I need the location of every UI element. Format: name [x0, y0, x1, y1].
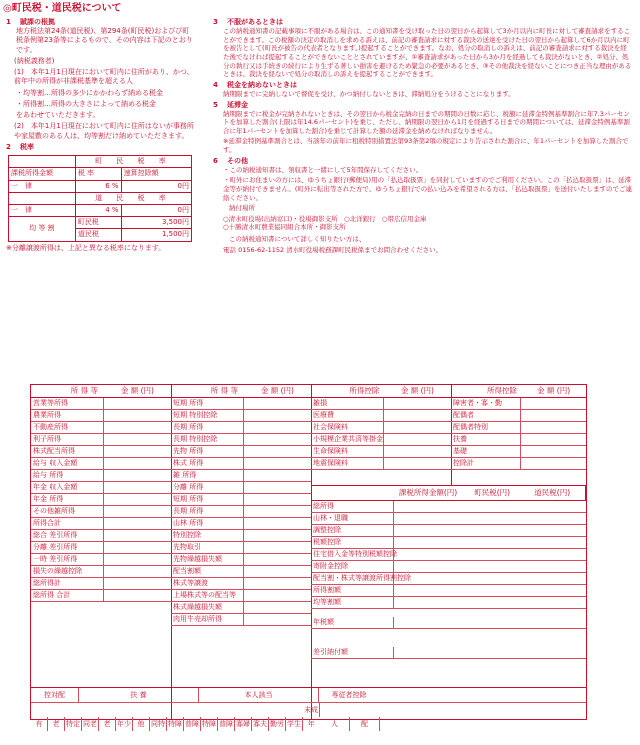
deduction-2-label: 配偶者特別	[451, 422, 521, 433]
deduction-label: 地震保険料	[311, 458, 384, 469]
income-row	[31, 470, 171, 482]
per-capita-pref-value: 1,500円	[121, 229, 191, 241]
income-rows	[31, 398, 171, 602]
footer-cell: 普障	[184, 717, 201, 731]
form-column-separate	[171, 385, 312, 719]
tax-calc-label: 住宅借入金等特別税額控除	[313, 550, 397, 558]
income-row	[31, 434, 171, 446]
payment-places: ○清水町役場(出納窓口)・役場御影支所 ○北洋銀行 ○帯広信用金庫 ○十勝清水町農業協同組合本所・御影支所	[223, 214, 427, 232]
separate-label: 短期 特別控除	[171, 410, 244, 421]
income-row	[31, 458, 171, 470]
separate-label: 短期 所得	[171, 494, 244, 505]
separate-row	[171, 410, 311, 422]
separate-row	[171, 482, 311, 494]
income-row	[31, 590, 171, 602]
footer-cell: 学生	[286, 717, 303, 731]
net-payment-label: 差引納付額	[311, 647, 394, 658]
income-label: 年金 所得	[31, 494, 104, 505]
tax-calc-row	[311, 501, 586, 513]
income-label: 株式配当所得	[31, 446, 104, 457]
per-capita-label: 均 等 割	[9, 217, 76, 241]
deduction-2-row	[451, 446, 586, 458]
footer-cell: 特障	[167, 717, 184, 731]
tax-calc-label: 寄附金控除	[311, 561, 394, 572]
form-column-deduction	[311, 385, 452, 485]
payment-places-heading: 納付場所	[229, 204, 255, 213]
deduction-2-label: 障害者・寡・勤	[451, 398, 521, 409]
deduction-2-row	[451, 398, 586, 410]
footer-cell: 寡婦	[235, 717, 252, 731]
income-row	[31, 530, 171, 542]
income-label: 損失の繰越控除	[31, 566, 104, 577]
income-label: 給与 収入金額	[31, 458, 104, 469]
tax-form	[30, 384, 587, 728]
deduction-2-row	[451, 422, 586, 434]
header-deduction-2: 所得控除	[486, 386, 517, 395]
income-row	[31, 578, 171, 590]
footer-cell: 老	[48, 717, 65, 731]
column-taxable-income: 課税所得金額	[9, 168, 76, 180]
income-row	[31, 566, 171, 578]
deduction-2-row	[451, 458, 586, 470]
separate-row	[171, 458, 311, 470]
deduction-2-label: 扶養	[451, 434, 521, 445]
self-applicable-header: 本人該当	[199, 688, 319, 702]
footer-cell: 特定	[65, 717, 82, 731]
separate-label: 山林 所得	[171, 518, 244, 529]
income-row	[31, 410, 171, 422]
separate-rows	[171, 398, 311, 626]
section-5-heading: 5 延滞金	[213, 100, 248, 109]
family-employee-header: 専従者控除	[331, 691, 367, 699]
separate-label: 短期 所得	[171, 398, 244, 409]
per-capita-town-label: 町民税	[75, 217, 121, 229]
income-row	[31, 554, 171, 566]
column-deduction: 速算控除額	[121, 168, 191, 180]
header-separate-amount: 金 額 (円)	[260, 386, 294, 395]
annual-tax-label: 年税額	[311, 617, 394, 628]
pref-flat-label: 一 律	[9, 204, 76, 216]
footer-cell: 寡夫	[252, 717, 269, 731]
pref-tax-rate-header: 道 民 税 率	[75, 192, 191, 204]
deduction-2-label: 基礎	[451, 446, 521, 457]
footer-cells	[31, 703, 586, 731]
pref-rate-value: 4 %	[75, 204, 121, 216]
income-label: 利子所得	[31, 434, 104, 445]
income-label: 営業等所得	[31, 398, 104, 409]
header-deduction-2-amount: 金 額 (円)	[537, 386, 571, 395]
footer-cell: 普障	[218, 717, 235, 731]
footer-count: 人	[320, 717, 350, 731]
income-label: 所得合計	[31, 518, 104, 529]
income-row	[31, 506, 171, 518]
deduction-2-label: 配偶者	[451, 410, 521, 421]
deduction-row	[311, 410, 451, 422]
town-tax-rate-header: 町 民 税 率	[75, 156, 191, 168]
tax-rate-table	[8, 155, 192, 242]
section-3-text: この納税通知書の記載事項に不服がある場合は、この通知書を受け取った日の翌日から起算して3か月以内に町長に対して審査請求をすることができます。この税額の決定の取消しを求める訴えは、前記の審査請求に対する裁決の送達を受けた日の翌日から起算して6か月以内に町を被告として(町長が被告の代表者となります。)提起することができます。なお、処分の取消しの訴えは、前記の審査請求に対する裁決を経た後でなければ提起することができないこととされていますが、①審査請求があった日から3か月を経過しても裁決がないとき、②処分、処分の執行又は手続きの続行により生ずる著しい損害を避けるため緊急の必要があるとき、③その他裁決を経ないことにつき正当な理由があるときは、裁決を経ないで処分の取消しの訴えを提起することができます。	[223, 27, 632, 79]
footer-cell: 勤労	[269, 717, 286, 731]
clause-2: (2) 本年1月1日現在において町内に住所はないが事務所や家屋敷のある人は、均等割だけ納めていただきます。	[14, 122, 194, 140]
tax-calc-row	[311, 585, 586, 597]
tax-calc-label: 所得割額	[311, 585, 394, 596]
section-6-bullet-1: ・この納税通知書は、領収書と一緒にして5年間保存してください。	[223, 165, 423, 174]
tax-calc-label: 調整控除	[311, 525, 394, 536]
header-deduction-amount: 金 額 (円)	[400, 386, 434, 395]
separate-label: 特別控除	[171, 530, 244, 541]
deduction-2-label: 控除計	[451, 458, 521, 469]
header-pref-tax: 道民税(円)	[534, 488, 571, 497]
left-column	[6, 16, 196, 253]
right-column	[213, 16, 633, 256]
income-row	[31, 494, 171, 506]
tax-calc-row	[311, 549, 586, 561]
per-capita-pref-label: 道民税	[75, 229, 121, 241]
income-row	[31, 482, 171, 494]
per-capita-town-value: 3,500円	[121, 217, 191, 229]
separate-label: 株式繰越損失額	[171, 602, 244, 613]
town-deduction-value: 0円	[121, 180, 191, 192]
tax-calc-label: 配当割・株式等譲渡所得割控除	[313, 574, 411, 582]
income-label: 総所得 合計	[31, 590, 104, 601]
separate-row	[171, 494, 311, 506]
header-amount: 金 額 (円)	[120, 386, 154, 395]
income-row	[31, 446, 171, 458]
section-3-heading: 3 不服があるときは	[213, 18, 283, 26]
taxpayer-heading: (納税義務者)	[14, 56, 55, 65]
income-label: その他雑所得	[31, 506, 104, 517]
separate-row	[171, 422, 311, 434]
tax-calc-row	[311, 573, 586, 585]
separate-label: 株式等譲渡	[171, 578, 244, 589]
tax-calc-rows	[311, 501, 586, 609]
town-rate-value: 6 %	[75, 180, 121, 192]
section-5-note: ※延滞金特例基準割合とは、当該年の前年に租税特別措置法第93条第2項の規定により告示された割合に、年1パーセントを加算した割合です。	[223, 137, 629, 155]
footer-spouse: 配	[350, 717, 380, 731]
separate-row	[171, 530, 311, 542]
separate-row	[171, 590, 311, 602]
income-label: 不動産所得	[31, 422, 104, 433]
tax-calc-row	[311, 525, 586, 537]
tax-calc-label: 総所得	[311, 501, 394, 512]
deduction-label: 生命保険料	[311, 446, 384, 457]
separate-label: 先物繰越損失額	[171, 554, 244, 565]
separate-row	[171, 398, 311, 410]
deduction-label: 小規模企業共済等掛金	[313, 435, 383, 443]
footer-cell: 特障	[201, 717, 218, 731]
contact-phone: 電話 0156-62-1152 清水町役場税務課町民税係までお問合わせください。	[223, 245, 443, 254]
separate-row	[171, 614, 311, 626]
column-rate: 税 率	[75, 168, 121, 180]
deduction-2-row	[451, 410, 586, 422]
section-1-text: 地方税法第24条(道民税)、第294条(町民税)およびび町税条例第23条等によるもので、その内容は下記のとおりです。	[16, 27, 193, 54]
deduction-label: 社会保険料	[311, 422, 384, 433]
separate-label: 肉用牛売却所得	[171, 614, 244, 625]
separate-label: 株式 所得	[171, 458, 244, 469]
deduction-row	[311, 458, 451, 470]
section-1-heading: 1 賦課の根拠	[6, 18, 55, 26]
separate-label: 雑 所得	[171, 470, 244, 481]
separate-label: 長期 所得	[171, 422, 244, 433]
section-6-bullet-2: ・町外にお住まいの方には、ゆうちょ銀行(郵便局)用の「払込取扱票」を同封していますのでご利用ください。この「払込取扱票」は、延滞金等が納付できません。(町外に転出等された方で、ゆうちょ銀行での払い込みを希望される方は、「払込取扱票」を送付いたしますのでご連絡ください。	[223, 176, 633, 202]
income-label: 総合 差引所得	[31, 530, 104, 541]
footer-cell: 他	[133, 717, 150, 731]
separate-row	[171, 542, 311, 554]
income-row	[31, 518, 171, 530]
footer-cell: 未成年	[303, 703, 320, 717]
form-column-deduction-2	[451, 385, 586, 485]
income-row	[31, 398, 171, 410]
bullet-kintou: ・均等割…所得の多少にかかわらず納める税金	[16, 88, 163, 97]
separate-row	[171, 554, 311, 566]
income-label: 給与 所得	[31, 470, 104, 481]
deduction-row	[311, 446, 451, 458]
income-label: 一時 差引所得	[31, 554, 104, 565]
separate-row	[171, 470, 311, 482]
footer-cell: 年少	[116, 717, 133, 731]
footer-cell: 老	[99, 717, 116, 731]
header-separate-income: 所 得 等	[210, 386, 239, 395]
dependents-header: 扶 養	[79, 688, 199, 702]
contact-intro: この納税通知書について詳しく知りたい方は、	[229, 234, 366, 243]
header-taxable-income: 課税所得金額(円)	[398, 488, 458, 497]
tax-calc-row	[311, 597, 586, 609]
section-2-heading: 2 税率	[6, 142, 34, 151]
deduction-2-row	[451, 434, 586, 446]
income-row	[31, 542, 171, 554]
section-6-heading: 6 その他	[213, 156, 248, 165]
clause-1-end: をあわせていただきます。	[16, 111, 100, 120]
deduction-row	[311, 398, 451, 410]
deduction-row	[311, 422, 451, 434]
separate-row	[171, 434, 311, 446]
header-deduction: 所得控除	[349, 386, 380, 395]
section-4-heading: 4 税金を納めないときは	[213, 80, 297, 89]
tax-calc-row	[311, 561, 586, 573]
separate-label: 分離 所得	[171, 482, 244, 493]
form-column-income	[31, 385, 172, 719]
income-row	[31, 422, 171, 434]
bullet-shotoku: ・所得割…所得の大きさによって納める税金	[16, 99, 156, 108]
form-footer	[31, 687, 586, 728]
deduction-row	[311, 434, 451, 446]
tax-calc-label: 均等割額	[311, 597, 394, 608]
tax-calc-row	[311, 513, 586, 525]
pref-deduction-value: 0円	[121, 204, 191, 216]
tax-calc-area	[311, 485, 586, 659]
income-label: 農業所得	[31, 410, 104, 421]
deduction-2-rows	[451, 398, 586, 470]
tax-calc-label: 山林・退職	[311, 513, 394, 524]
page-title: ◎町民税・道民税について	[3, 3, 122, 14]
footer-cell: 同特	[150, 717, 167, 731]
separate-label: 長期 所得	[171, 506, 244, 517]
separate-label: 先物 所得	[171, 446, 244, 457]
separate-row	[171, 602, 311, 614]
separate-income-note: ※分離譲渡所得は、上記と異なる税率になります。	[6, 243, 166, 252]
separate-label: 先物取引	[171, 542, 244, 553]
separate-label: 配当割額	[171, 566, 244, 577]
section-5-text: 納期限までに税金が完納されないときは、その翌日から税金完納の日までの期間の日数に応じ、税額に延滞金特例基準割合に年7.3パーセントを加算した割合(上限は年14.6パーセント)を乗じ、ただし、納期限の翌日から1月を経過する日までの期間については、延滞金特例基準割合に年1パーセントを加算した割合)を乗じて計算した額の延滞金を納めなければなりません。	[223, 109, 630, 135]
deduction-target-spouse: 控対配	[31, 688, 79, 702]
separate-row	[171, 506, 311, 518]
town-flat-label: 一 律	[9, 180, 76, 192]
tax-calc-row	[311, 537, 586, 549]
separate-row	[171, 566, 311, 578]
income-label: 分離 差引所得	[31, 542, 104, 553]
separate-row	[171, 578, 311, 590]
deduction-label: 医療費	[311, 410, 384, 421]
separate-label: 長期 特別控除	[171, 434, 244, 445]
separate-label: 上場株式等の配当等	[171, 590, 244, 601]
clause-1: (1) 本年1月1日現在において町内に住所があり、かつ、前年中の所得が非課税基準を超える人	[14, 68, 194, 86]
deduction-rows	[311, 398, 451, 470]
separate-row	[171, 446, 311, 458]
deduction-label: 雑損	[311, 398, 384, 409]
separate-row	[171, 518, 311, 530]
income-label: 年金 収入金額	[31, 482, 104, 493]
header-town-tax: 町民税(円)	[474, 488, 511, 497]
tax-calc-label: 税額控除	[311, 537, 394, 548]
section-4-text: 納期限までに完納しないで督促を受け、かつ納付しないときは、滞納処分をうけることになります。	[223, 89, 515, 98]
footer-cell: 有	[31, 717, 48, 731]
income-label: 総所得計	[31, 578, 104, 589]
footer-cell: 同老	[82, 717, 99, 731]
header-income: 所 得 等	[70, 386, 99, 395]
